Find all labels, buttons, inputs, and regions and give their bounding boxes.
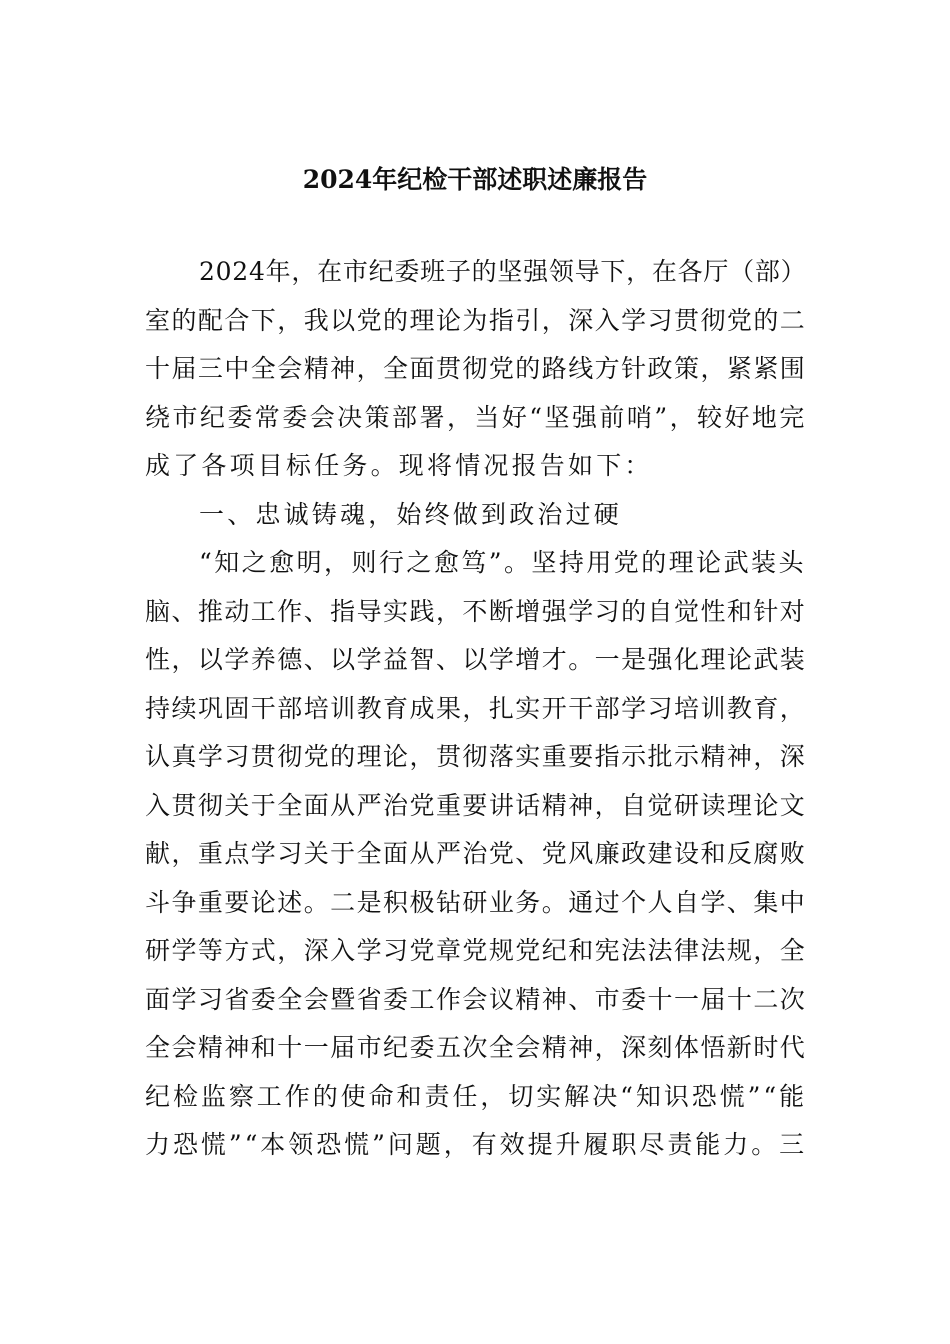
section-heading: 一、忠诚铸魂，始终做到政治过硬 xyxy=(199,499,623,529)
document-body xyxy=(145,248,808,1170)
paragraph-line: 2024年，在市纪委班子的坚强领导下，在各厅（部） xyxy=(199,257,807,286)
paragraph-line: 认真学习贯彻党的理论，贯彻落实重要指示批示精神，深 xyxy=(145,742,807,771)
paragraph-line: 力恐慌”“本领恐慌”问题，有效提升履职尽责能力。三 xyxy=(145,1130,808,1159)
paragraph-line: “知之愈明，则行之愈笃”。坚持用党的理论武装头 xyxy=(199,548,806,577)
paragraph-line: 成了各项目标任务。现将情况报告如下： xyxy=(145,451,653,480)
paragraph-line: 献，重点学习关于全面从严治党、党风廉政建设和反腐败 xyxy=(145,839,807,868)
paragraph-line: 面学习省委全会暨省委工作会议精神、市委十一届十二次 xyxy=(145,984,807,1014)
paragraph-line: 性，以学养德、以学益智、以学增才。一是强化理论武装 xyxy=(145,645,807,674)
paragraph-line: 全会精神和十一届市纪委五次全会精神，深刻体悟新时代 xyxy=(145,1033,807,1062)
paragraph-line: 脑、推动工作、指导实践，不断增强学习的自觉性和针对 xyxy=(145,596,807,626)
paragraph-line: 十届三中全会精神，全面贯彻党的路线方针政策，紧紧围 xyxy=(145,354,807,383)
paragraph-line: 斗争重要论述。二是积极钻研业务。通过个人自学、集中 xyxy=(145,887,807,917)
paragraph-line: 纪检监察工作的使命和责任，切实解决“知识恐慌”“能 xyxy=(145,1081,808,1111)
paragraph-line: 入贯彻关于全面从严治党重要讲话精神，自觉研读理论文 xyxy=(145,790,807,820)
document-title: 2024年纪检干部述职述廉报告 xyxy=(302,165,648,194)
paragraph-line: 研学等方式，深入学习党章党规党纪和宪法法律法规，全 xyxy=(145,936,807,965)
paragraph-line: 持续巩固干部培训教育成果，扎实开干部学习培训教育， xyxy=(145,693,807,723)
paragraph-line: 室的配合下，我以党的理论为指引，深入学习贯彻党的二 xyxy=(145,305,807,335)
paragraph-line: 绕市纪委常委会决策部署，当好“坚强前哨”，较好地完 xyxy=(145,402,807,432)
